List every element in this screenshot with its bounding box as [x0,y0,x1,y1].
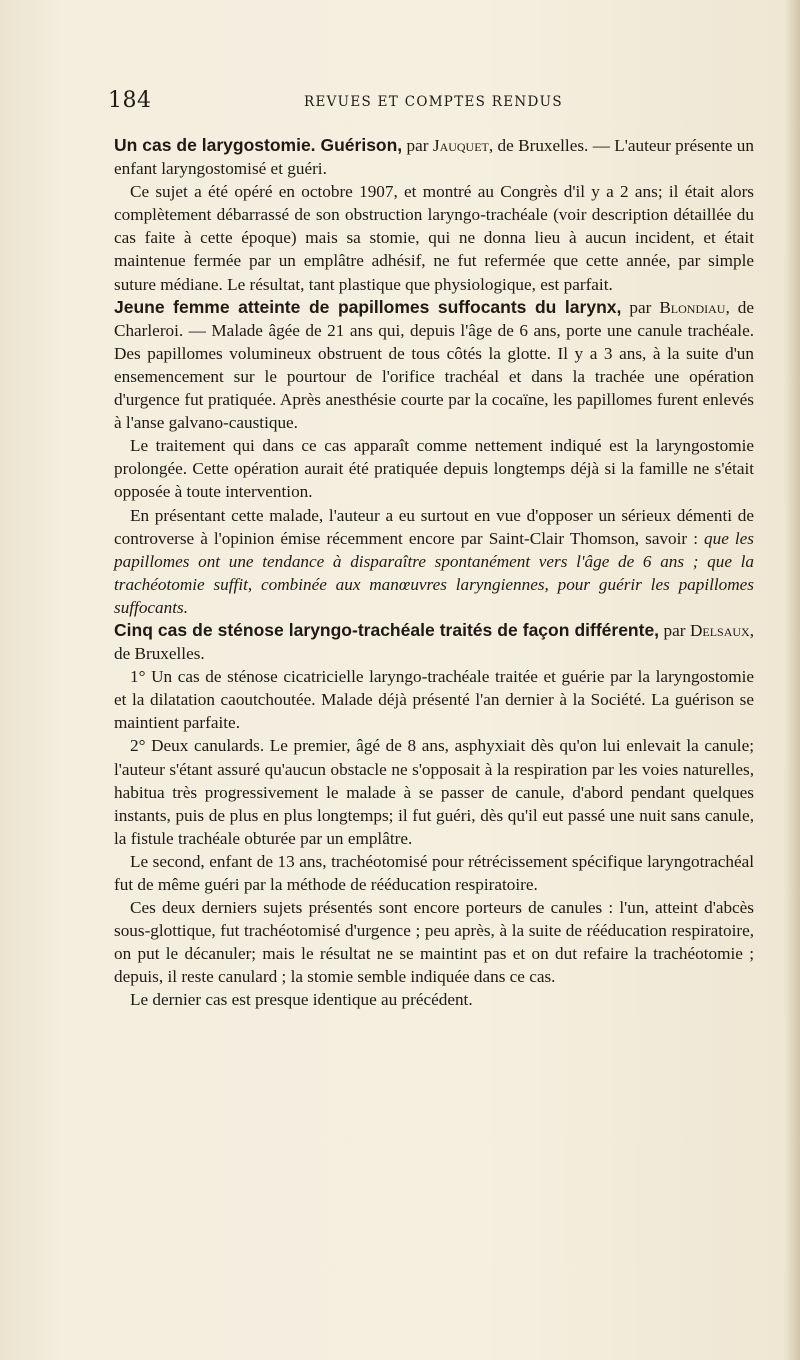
article-body [114,134,754,1012]
paragraph: Ces deux derniers sujets présentés sont encore porteurs de canules : l'un, atteint d'abcès sous-glottique, fut trachéotomisé d'urgence ; peu après, à la suite de rééducation respiratoire, on put le décanuler; mais le résultat ne se maintint pas et on dut refaire la trachéotomie ; depuis, il reste canulard ; la stomie semble indiquée dans ce cas. [114,898,754,987]
section-title: Un cas de larygostomie. Guérison, [114,135,403,155]
section-2-lead: Jeune femme atteinte de papillomes suffocants du larynx, par Blondiau, de Charleroi. — Malade âgée de 21 ans qui, depuis l'âge de 6 ans, porte une canule trachéale. Des papillomes volumineux obstruent de tous côtés la glotte. Il y a 3 ans, à la suite d'un ensemencement sur le pourtour de l'orifice trachéal et dans la trachée une opération d'urgence fut pratiquée. Après anesthésie courte par la cocaïne, les papillomes furent enlevés à l'anse galvano-caustique. [114,296,754,433]
page-header [108,88,748,118]
paragraph: 1° Un cas de sténose cicatricielle laryngo-trachéale traitée et guérie par la laryngostomie et la dilatation caoutchoutée. Malade déjà présenté l'an dernier à la Société. La guérison se maintient parfaite. [114,667,754,733]
paragraph: Le traitement qui dans ce cas apparaît comme nettement indiqué est la laryngostomie prolongée. Cette opération aurait été pratiquée depuis longtemps déjà si la famille ne s'était opposée à toute intervention. [114,436,754,502]
running-title: REVUES ET COMPTES RENDUS [304,94,563,110]
quotation: que les papillomes ont une tendance à disparaître spontanément vers l'âge de 6 ans ; que la trachéotomie suffit, combinée aux manœuvres laryngiennes, pour guérir les papillomes suffocants. [114,528,754,617]
author-name: Jauquet [432,136,489,155]
section-3-lead: Cinq cas de sténose laryngo-trachéale traités de façon différente, par Delsaux, de Bruxelles. [114,619,755,664]
paragraph: Ce sujet a été opéré en octobre 1907, et montré au Congrès d'il y a 2 ans; il était alors complètement débarrassé de son obstruction laryngo-trachéale (voir description détaillée du cas faite à cette époque) mais sa stomie, qui ne donna lieu à aucun incident, et était maintenue fermée par un emplâtre adhésif, ne fut refermée que cette année, par simple suture médiane. Le résultat, tant plastique que physiologique, est parfait. [114,182,754,294]
section-title: Cinq cas de sténose laryngo-trachéale traités de façon différente, [114,619,660,640]
author-name: Delsaux [689,620,750,640]
section-1-lead: Un cas de larygostomie. Guérison, par Jauquet, de Bruxelles. — L'auteur présente un enfant laryngostomisé et guéri. [114,135,754,179]
paragraph: En présentant cette malade, l'auteur a eu surtout en vue d'opposer un sérieux démenti de controverse à l'opinion émise récemment encore par Saint-Clair Thomson, savoir : que les papillomes ont une tendance à disparaître spontanément vers l'âge de 6 ans ; que la trachéotomie suffit, combinée aux manœuvres laryngiennes, pour guérir les papillomes suffocants. [114,505,754,617]
section-title: Jeune femme atteinte de papillomes suffocants du larynx, [114,296,622,317]
page-number: 184 [108,88,152,113]
page-edge-shadow [784,0,800,1360]
author-name: Blondiau [659,297,726,317]
paragraph: Le dernier cas est presque identique au précédent. [130,990,473,1010]
paragraph: Le second, enfant de 13 ans, trachéotomisé pour rétrécissement spécifique laryngotrachéal fut de même guéri par la méthode de rééducation respiratoire. [114,851,754,894]
paragraph: 2° Deux canulards. Le premier, âgé de 8 ans, asphyxiait dès qu'on lui enlevait la canule; l'auteur s'étant assuré qu'aucun obstacle ne s'opposait à la respiration par les voies naturelles, habitua très progressivement le malade à se passer de canule, d'abord pendant quelques instants, puis de plus en plus longtemps; il fut guéri, dès qu'il eut passé une nuit sans canule, la fistule trachéale obturée par un emplâtre. [114,736,754,848]
